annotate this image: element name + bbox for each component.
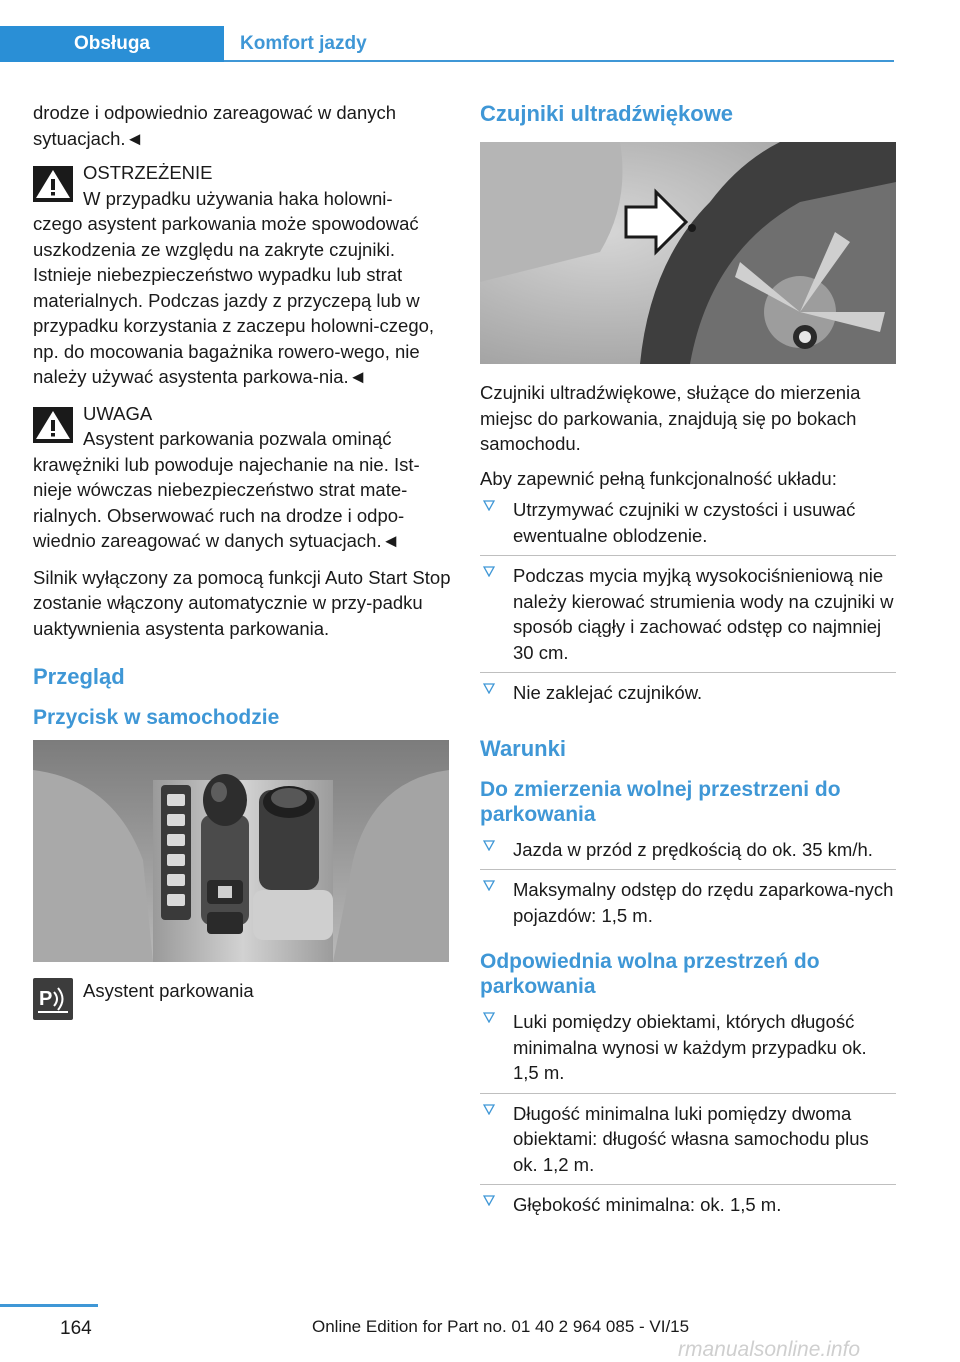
right-column bbox=[480, 100, 896, 1234]
notice-first-line: Asystent parkowania pozwala ominąć bbox=[83, 428, 392, 449]
warning-block-tow-hook bbox=[33, 160, 451, 390]
sensor-care-list bbox=[480, 497, 896, 713]
sensor-location-photo bbox=[480, 142, 896, 364]
warning-text: czego asystent parkowania może spowodować uszkodzenia ze względu na zakryte czujniki. Istnieje niebezpieczeństwo wypadku lub strat materialnych. Podczas jazdy z przyczepą lub w przypadku korzystania z zaczepu holowni‐czego, np. do mocowania bagażnika rowero‐wego, nie należy używać asystenta parkowa‐nia.◄ bbox=[33, 213, 435, 387]
heading-measure-space: Do zmierzenia wolnej przestrzeni do parkowania bbox=[480, 777, 841, 826]
measure-conditions-list bbox=[480, 837, 896, 936]
tab-komfort-jazdy[interactable]: Komfort jazdy bbox=[240, 33, 367, 54]
bullet-triangle-icon bbox=[483, 1012, 495, 1023]
intro-text: drodze i odpowiednio zareagować w danych sytuacjach.◄ bbox=[33, 102, 397, 149]
space-conditions-list bbox=[480, 1009, 896, 1225]
left-column bbox=[33, 100, 451, 1020]
center-console-photo bbox=[33, 740, 449, 962]
heading-suitable-space: Odpowiednia wolna przestrzeń do parkowania bbox=[480, 950, 820, 998]
header-rule bbox=[224, 60, 894, 62]
list-item: Jazda w przód z prędkością do ok. 35 km/h. bbox=[480, 837, 896, 870]
list-item: Głębokość minimalna: ok. 1,5 m. bbox=[480, 1184, 896, 1225]
park-assist-row bbox=[33, 978, 451, 1020]
park-assist-label: Asystent parkowania bbox=[83, 980, 254, 1001]
page-number: 164 bbox=[60, 1318, 92, 1339]
heading-ultrasonic-sensors: Czujniki ultradźwiękowe bbox=[480, 101, 734, 126]
warning-triangle-icon bbox=[33, 166, 73, 202]
watermark: rmanualsonline.info bbox=[678, 1338, 861, 1361]
list-item: Utrzymywać czujniki w czystości i usuwać ewentualne oblodzenie. bbox=[480, 497, 896, 555]
edition-text: Online Edition for Part no. 01 40 2 964 085 - VI/15 bbox=[312, 1317, 690, 1336]
tab-obsluga[interactable]: Obsługa bbox=[73, 33, 150, 54]
full-function-text: Aby zapewnić pełną funkcjonalność układu: bbox=[480, 467, 837, 489]
warning-title: OSTRZEŻENIE bbox=[83, 162, 213, 183]
bullet-triangle-icon bbox=[483, 840, 495, 851]
heading-button-in-car: Przycisk w samochodzie bbox=[33, 706, 280, 729]
bullet-triangle-icon bbox=[483, 1195, 495, 1206]
heading-overview: Przegląd bbox=[33, 664, 125, 689]
warning-triangle-icon bbox=[33, 407, 73, 443]
footer-rule bbox=[0, 1304, 98, 1307]
warning-block-curbs bbox=[33, 401, 451, 554]
bullet-triangle-icon bbox=[483, 500, 495, 511]
bullet-triangle-icon bbox=[483, 566, 495, 577]
list-item: Podczas mycia myjką wysokociśnieniową nie należy kierować strumienia wody na czujniki w sposób ciągły i zachować odstęp co najmniej 30 cm. bbox=[480, 555, 896, 672]
auto-start-stop-text: Silnik wyłączony za pomocą funkcji Auto Start Stop zostanie włączony automatycznie w przy‐padku uaktywnienia asystenta parkowania. bbox=[33, 566, 451, 639]
list-item: Długość minimalna luki pomiędzy dwoma obiektami: długość własna samochodu plus ok. 1,2 m. bbox=[480, 1093, 896, 1185]
heading-conditions: Warunki bbox=[480, 735, 566, 761]
bullet-triangle-icon bbox=[483, 683, 495, 694]
svg-text:P: P bbox=[39, 988, 53, 1010]
warning-first-line: W przypadku używania haka holowni‐ bbox=[83, 187, 393, 209]
list-item: Maksymalny odstęp do rzędu zaparkowa‐nych pojazdów: 1,5 m. bbox=[480, 869, 896, 935]
notice-title: UWAGA bbox=[83, 402, 153, 424]
bullet-triangle-icon bbox=[483, 880, 495, 891]
park-assist-button-icon bbox=[33, 978, 73, 1020]
list-item: Luki pomiędzy obiektami, których długość minimalna wynosi w każdym przypadku ok. 1,5 m. bbox=[480, 1009, 896, 1093]
list-item: Nie zaklejać czujników. bbox=[480, 672, 896, 713]
bullet-triangle-icon bbox=[483, 1104, 495, 1115]
sensors-location-text: Czujniki ultradźwiękowe, służące do mierzenia miejsc do parkowania, znajdują się po bokach samochodu. bbox=[480, 382, 861, 454]
notice-text: krawężniki lub powoduje najechanie na nie. Ist‐nieje wówczas niebezpieczeństwo strat mate‐rialnych. Obserwować ruch na drodze i odpo‐wiednio zareagować w danych sytuacjach.◄ bbox=[33, 453, 420, 551]
